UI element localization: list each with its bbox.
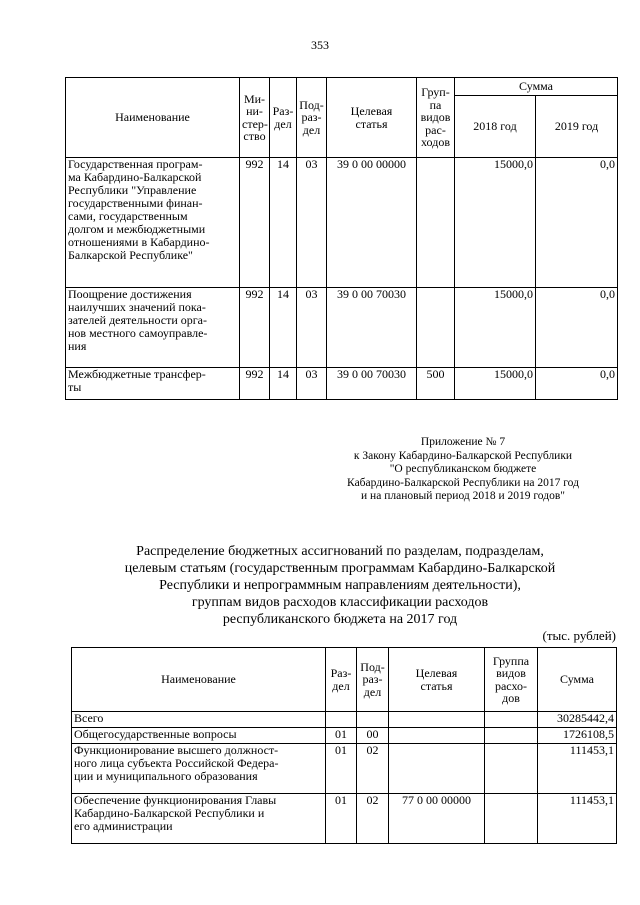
cell-sum: 1726108,5 [538,728,617,744]
cell-sum: 111453,1 [538,794,617,844]
cell-group: 500 [417,368,455,400]
cell-section: 14 [270,158,297,288]
heading-line: группам видов расходов классификации расходов [191,595,489,610]
cell-section: 01 [326,728,357,744]
header-ministry: Ми- ни- стер- ство [240,78,270,158]
cell-section: 14 [270,368,297,400]
appendix-line: к Закону Кабардино-Балкарской Республики [353,449,573,462]
cell-subsection: 03 [297,158,327,288]
document-heading [60,543,620,628]
cell-2018: 15000,0 [455,288,536,368]
cell-group [485,728,538,744]
cell-section: 01 [326,794,357,844]
cell-target: 77 0 00 00000 [389,794,485,844]
cell-ministry: 992 [240,368,270,400]
header-group: Груп- па видов рас- ходов [417,78,455,158]
cell-target [389,744,485,794]
cell-target [389,728,485,744]
header-target: Целевая статья [327,78,417,158]
cell-subsection [357,712,389,728]
header-sum: Сумма [538,648,617,712]
cell-2019: 0,0 [536,368,618,400]
budget-table-sections [71,647,617,844]
header-subsection: Под- раз- дел [297,78,327,158]
cell-name: Поощрение достижения наилучших значений пока- зателей деятельности орга- нов местного самоуправле- ния [66,288,240,368]
cell-group [485,744,538,794]
header-name: Наименование [72,648,326,712]
cell-name: Всего [72,712,326,728]
units-label: (тыс. рублей) [542,628,616,643]
cell-subsection: 03 [297,288,327,368]
header-year-2018: 2018 год [455,96,536,158]
cell-section: 01 [326,744,357,794]
cell-2019: 0,0 [536,158,618,288]
cell-section [326,712,357,728]
cell-target [389,712,485,728]
cell-target: 39 0 00 70030 [327,288,417,368]
heading-line: целевым статьям (государственным программам Кабардино-Балкарской [124,561,556,576]
cell-name: Обеспечение функционирования Главы Кабардино-Балкарской Республики и его администрации [72,794,326,844]
header-subsection: Под- раз- дел [357,648,389,712]
cell-group [417,288,455,368]
header-target: Целевая статья [389,648,485,712]
cell-name: Государственная програм- ма Кабардино-Балкарской Республики "Управление государственными финан- сами, государственным долгом и межбюджетными отношениями в Кабардино- Балкарской Республике" [66,158,240,288]
cell-ministry: 992 [240,288,270,368]
header-name: Наименование [66,78,240,158]
header-year-2019: 2019 год [536,96,618,158]
heading-line: Распределение бюджетных ассигнований по разделам, подразделам, [136,544,544,559]
header-section: Раз- дел [326,648,357,712]
cell-target: 39 0 00 00000 [327,158,417,288]
appendix-line: Кабардино-Балкарской Республики на 2017 год [347,476,579,489]
header-group: Группа видов расхо- дов [485,648,538,712]
budget-table-ministry [65,77,618,400]
table-row [66,368,618,400]
cell-target: 39 0 00 70030 [327,368,417,400]
cell-group [417,158,455,288]
table-row [72,794,617,844]
cell-section: 14 [270,288,297,368]
cell-subsection: 00 [357,728,389,744]
table-row [72,744,617,794]
cell-2018: 15000,0 [455,368,536,400]
cell-subsection: 02 [357,794,389,844]
cell-sum: 30285442,4 [538,712,617,728]
header-section: Раз- дел [270,78,297,158]
appendix-line: Приложение № 7 [420,436,506,448]
appendix-line: и на плановый период 2018 и 2019 годов" [361,490,565,502]
page-number: 353 [311,38,329,52]
table-row [66,288,618,368]
cell-name: Межбюджетные трансфер- ты [66,368,240,400]
table-row [72,712,617,728]
cell-2019: 0,0 [536,288,618,368]
cell-subsection: 03 [297,368,327,400]
cell-name: Общегосударственные вопросы [72,728,326,744]
cell-ministry: 992 [240,158,270,288]
heading-line: республиканского бюджета на 2017 год [222,612,458,627]
header-sum: Сумма [455,78,618,96]
cell-name: Функционирование высшего должност- ного лица субъекта Российской Федера- ции и муниципального образования [72,744,326,794]
cell-group [485,712,538,728]
cell-2018: 15000,0 [455,158,536,288]
cell-sum: 111453,1 [538,744,617,794]
cell-subsection: 02 [357,744,389,794]
table-row [66,158,618,288]
table-row [72,728,617,744]
cell-group [485,794,538,844]
heading-line: Республики и непрограммным направлениям деятельности), [159,578,521,593]
appendix-line: "О республиканском бюджете [389,463,537,475]
appendix-note [320,436,606,504]
